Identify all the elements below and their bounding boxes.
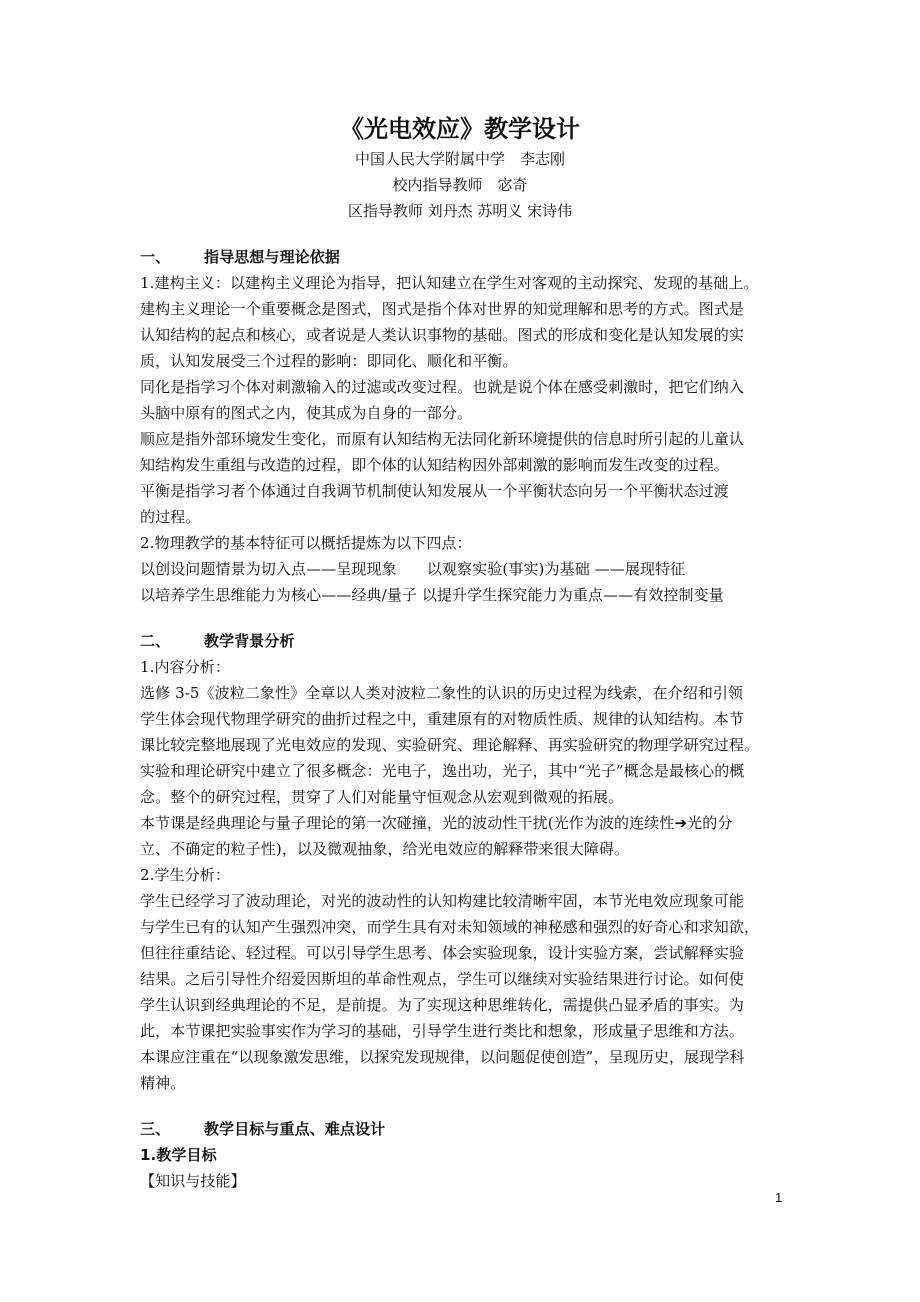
paragraph-line: 选修 3-5《波粒二象性》全章以人类对波粒二象性的认识的历史过程为线索，在介绍和引领	[140, 684, 744, 702]
paragraph-line: 学生体会现代物理学研究的曲折过程之中，重建原有的对物质性质、规律的认知结构。本节	[140, 710, 745, 728]
paragraph-line: 2.物理教学的基本特征可以概括提炼为以下四点：	[140, 534, 472, 552]
section-heading	[140, 1116, 385, 1142]
paragraph-line: 立、不确定的粒子性)，以及微观抽象，给光电效应的解释带来很大障碍。	[140, 840, 630, 858]
school-advisor-line: 校内指导教师 宓奇	[392, 176, 528, 194]
paragraph-line: 实验和理论研究中建立了很多概念：光电子，逸出功，光子，其中“光子”概念是最核心的概	[140, 762, 745, 780]
bracket-label: 【知识与技能】	[140, 1172, 246, 1190]
paragraph-line: 以培养学生思维能力为核心——经典/量子 以提升学生探究能力为重点——有效控制变量	[140, 586, 724, 604]
paragraph-line: 知结构发生重组与改造的过程，即个体的认知结构因外部刺激的影响而发生改变的过程。	[140, 456, 729, 474]
section-heading	[140, 244, 340, 270]
section-title: 教学目标与重点、难点设计	[204, 1120, 386, 1138]
section-number: 二、	[140, 632, 171, 650]
section-number: 三、	[140, 1120, 171, 1138]
paragraph-line: 课比较完整地展现了光电效应的发现、实验研究、理论解释、再实验研究的物理学研究过程。	[140, 736, 760, 754]
paragraph-line: 以创设问题情景为切入点——呈现现象 以观察实验(事实)为基础 ——展现特征	[140, 560, 686, 578]
section-title: 教学背景分析	[204, 632, 295, 650]
paragraph-line: 本节课是经典理论与量子理论的第一次碰撞，光的波动性干扰(光作为波的连续性➔光的分	[140, 814, 733, 832]
paragraph-line: 的过程。	[140, 508, 201, 526]
paragraph-line: 质，认知发展受三个过程的影响：即同化、顺化和平衡。	[140, 352, 518, 370]
paragraph-line: 学生已经学习了波动理论，对光的波动性的认知构建比较清晰牢固，本节光电效应现象可能	[140, 892, 745, 910]
paragraph-line: 与学生已有的认知产生强烈冲突，而学生具有对未知领域的神秘感和强烈的好奇心和求知欲，	[140, 918, 760, 936]
paragraph-line: 念。整个的研究过程，贯穿了人们对能量守恒观念从宏观到微观的拓展。	[140, 788, 624, 806]
section-title: 指导思想与理论依据	[204, 248, 340, 266]
document-title: 《光电效应》教学设计	[340, 115, 580, 143]
paragraph-line: 1.内容分析：	[140, 658, 231, 676]
paragraph-line: 平衡是指学习者个体通过自我调节机制使认知发展从一个平衡状态向另一个平衡状态过渡	[140, 482, 729, 500]
section-heading	[140, 628, 295, 654]
section-number: 一、	[140, 248, 171, 266]
paragraph-line: 结果。之后引导性介绍爱因斯坦的革命性观点，学生可以继续对实验结果进行讨论。如何使	[140, 970, 745, 988]
paragraph-line: 建构主义理论一个重要概念是图式，图式是指个体对世界的知觉理解和思考的方式。图式是	[140, 300, 745, 318]
paragraph-line: 顺应是指外部环境发生变化，而原有认知结构无法同化新环境提供的信息时所引起的儿童认	[140, 430, 745, 448]
paragraph-line: 此，本节课把实验事实作为学习的基础，引导学生进行类比和想象，形成量子思维和方法。	[140, 1022, 745, 1040]
paragraph-line: 但往往重结论、轻过程。可以引导学生思考、体会实验现象，设计实验方案，尝试解释实验	[140, 944, 745, 962]
district-advisor-line: 区指导教师 刘丹杰 苏明义 宋诗伟	[347, 202, 573, 220]
author-line: 中国人民大学附属中学 李志刚	[354, 150, 565, 168]
paragraph-line: 学生认识到经典理论的不足，是前提。为了实现这种思维转化，需提供凸显矛盾的事实。为	[140, 996, 745, 1014]
paragraph-line: 精神。	[140, 1074, 186, 1092]
paragraph-line: 同化是指学习个体对刺激输入的过滤或改变过程。也就是说个体在感受刺激时，把它们纳入	[140, 378, 745, 396]
paragraph-line: 2.学生分析：	[140, 866, 231, 884]
page-number: 1	[775, 1190, 783, 1205]
paragraph-line: 头脑中原有的图式之内，使其成为自身的一部分。	[140, 404, 473, 422]
subheading: 1.教学目标	[140, 1146, 217, 1164]
paragraph-line: 1.建构主义：以建构主义理论为指导，把认知建立在学生对客观的主动探究、发现的基础上。	[140, 274, 759, 292]
paragraph-line: 本课应注重在“以现象激发思维，以探究发现规律，以问题促使创造”，呈现历史，展现学科	[140, 1048, 745, 1066]
paragraph-line: 认知结构的起点和核心，或者说是人类认识事物的基础。图式的形成和变化是认知发展的实	[140, 326, 745, 344]
